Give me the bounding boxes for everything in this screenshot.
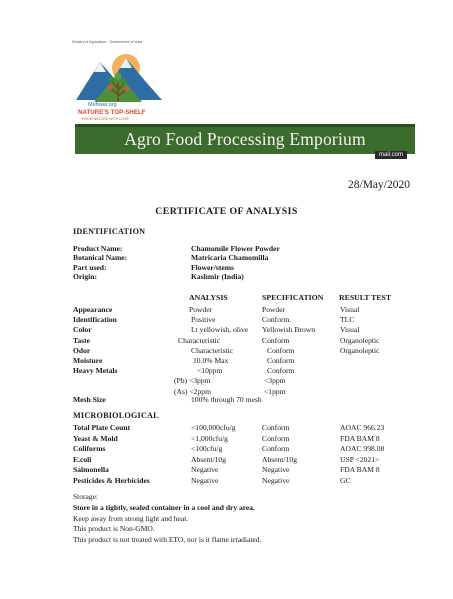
micro-row-result: FDA BAM 8 bbox=[340, 433, 380, 443]
company-email-tag: mail.com bbox=[375, 151, 407, 159]
logo-mountain-icon bbox=[74, 44, 164, 106]
certificate-title: CERTIFICATE OF ANALYSIS bbox=[155, 206, 298, 217]
company-name: Agro Food Processing Emporium bbox=[124, 129, 366, 149]
company-logo bbox=[74, 40, 164, 122]
micro-row-label: Total Plate Count bbox=[73, 423, 131, 432]
analysis-row-result: Visual bbox=[340, 305, 360, 314]
identification-label: Product Name: bbox=[73, 244, 123, 253]
analysis-row-specification: Conform bbox=[267, 345, 295, 355]
analysis-header: ANALYSIS bbox=[189, 293, 228, 302]
banner-subbar bbox=[75, 151, 415, 159]
identification-value: Flower/stems bbox=[191, 262, 235, 272]
micro-row-value: Negative bbox=[191, 476, 219, 485]
micro-row-label: Yeast & Mold bbox=[73, 433, 118, 443]
micro-row-value: <100,000cfu/g bbox=[191, 423, 236, 432]
micro-row-specification: Conform bbox=[262, 433, 290, 443]
micro-row-specification: Negative bbox=[262, 465, 290, 475]
micro-row-value: <1,000cfu/g bbox=[191, 433, 228, 443]
micro-row-result: AOAC 998.08 bbox=[340, 444, 385, 454]
micro-row-specification: Absent/10g bbox=[262, 454, 298, 464]
analysis-row-value: Lt yellowish, olive bbox=[191, 325, 249, 335]
analysis-row-label: Moisture bbox=[73, 356, 103, 365]
mesh-value: 100% through 70 mesh bbox=[191, 395, 262, 404]
analysis-row-label: Color bbox=[73, 325, 92, 335]
identification-value: Chamomile Flower Powder bbox=[191, 244, 280, 253]
analysis-row-result: Organoleptic bbox=[340, 335, 380, 345]
analysis-row-result: TLC bbox=[340, 315, 355, 325]
micro-row-result: AOAC 966.23 bbox=[340, 423, 385, 432]
micro-row-value: Negative bbox=[191, 465, 219, 475]
identification-value: Kashmir (India) bbox=[191, 271, 244, 281]
micro-row-label: Salmonella bbox=[73, 465, 109, 475]
analysis-row-value: Characteristic bbox=[191, 345, 234, 355]
analysis-row-value: Powder bbox=[189, 305, 213, 314]
logo-brand-slogan: FROM NATURE WITH LOVE bbox=[82, 117, 129, 121]
result-header: RESULT TEST bbox=[339, 293, 392, 302]
analysis-row-value: <10ppm bbox=[197, 366, 223, 376]
storage-line: Storage: bbox=[73, 492, 98, 501]
storage-line: This product is Non-GMO. bbox=[73, 524, 155, 534]
analysis-row-result: Organoleptic bbox=[340, 345, 380, 355]
micro-row-label: E.coli bbox=[73, 454, 92, 464]
analysis-row-value: (Pb) <3ppm bbox=[174, 376, 211, 386]
logo-brand-site: Mehwar.org bbox=[88, 102, 117, 108]
micro-row-value: <100cfu/g bbox=[191, 444, 223, 454]
storage-line: Keep away from strong light and heat. bbox=[73, 513, 189, 523]
logo-tagline: Ministry of Agriculture - Government of India bbox=[72, 40, 143, 44]
analysis-row-result: Visual bbox=[340, 325, 360, 335]
analysis-row-specification: Conform bbox=[267, 366, 295, 376]
microbiological-heading: MICROBIOLOGICAL bbox=[73, 411, 159, 420]
analysis-row-label: Identification bbox=[73, 315, 117, 325]
micro-row-result: USP <2021> bbox=[340, 454, 380, 464]
analysis-row-specification: <1ppm bbox=[264, 386, 286, 396]
micro-row-specification: Negative bbox=[262, 476, 290, 485]
micro-row-label: Coliforms bbox=[73, 444, 106, 454]
analysis-row-label: Odor bbox=[73, 345, 91, 355]
storage-line: Store in a tightly, sealed container in a cool and dry area. bbox=[73, 502, 255, 512]
analysis-row-label: Appearance bbox=[73, 305, 113, 314]
identification-label: Botanical Name: bbox=[73, 253, 128, 263]
micro-row-value: Absent/10g bbox=[191, 454, 227, 464]
mesh-label: Mesh Size bbox=[73, 395, 106, 404]
storage-line: This product is not treated with ETO, nor is it flame irradiated. bbox=[73, 535, 262, 545]
analysis-row-specification: Conform bbox=[262, 335, 290, 345]
micro-row-result: FDA BAM 8 bbox=[340, 465, 380, 475]
identification-label: Part used: bbox=[73, 262, 107, 272]
identification-label: Origin: bbox=[73, 271, 98, 281]
micro-row-specification: Conform bbox=[262, 444, 290, 454]
analysis-row-label: Heavy Metals bbox=[73, 366, 118, 376]
analysis-row-value: Positive bbox=[191, 315, 216, 325]
analysis-row-specification: <3ppm bbox=[264, 376, 286, 386]
identification-value: Matricaria Chamomilla bbox=[191, 253, 269, 263]
identification-heading: IDENTIFICATION bbox=[73, 227, 146, 236]
micro-row-label: Pesticides & Herbicides bbox=[73, 476, 150, 485]
analysis-row-value: (As) <2ppm bbox=[174, 386, 211, 396]
logo-brand-name: NATURE'S TOP-SHELF bbox=[78, 109, 146, 116]
company-banner bbox=[75, 124, 415, 154]
analysis-row-specification: Conform bbox=[267, 356, 295, 365]
certificate-date: 28/May/2020 bbox=[348, 179, 410, 191]
analysis-row-value: Characteristic bbox=[178, 335, 221, 345]
analysis-row-specification: Conform. bbox=[262, 315, 292, 325]
analysis-row-label: Taste bbox=[73, 335, 91, 345]
analysis-row-specification: Powder bbox=[262, 305, 286, 314]
analysis-row-specification: Yellowish Brown bbox=[262, 325, 316, 335]
specification-header: SPECIFICATION bbox=[262, 293, 324, 302]
micro-row-result: GC bbox=[340, 476, 351, 485]
analysis-row-value: 10.0% Max bbox=[193, 356, 229, 365]
micro-row-specification: Conform bbox=[262, 423, 290, 432]
